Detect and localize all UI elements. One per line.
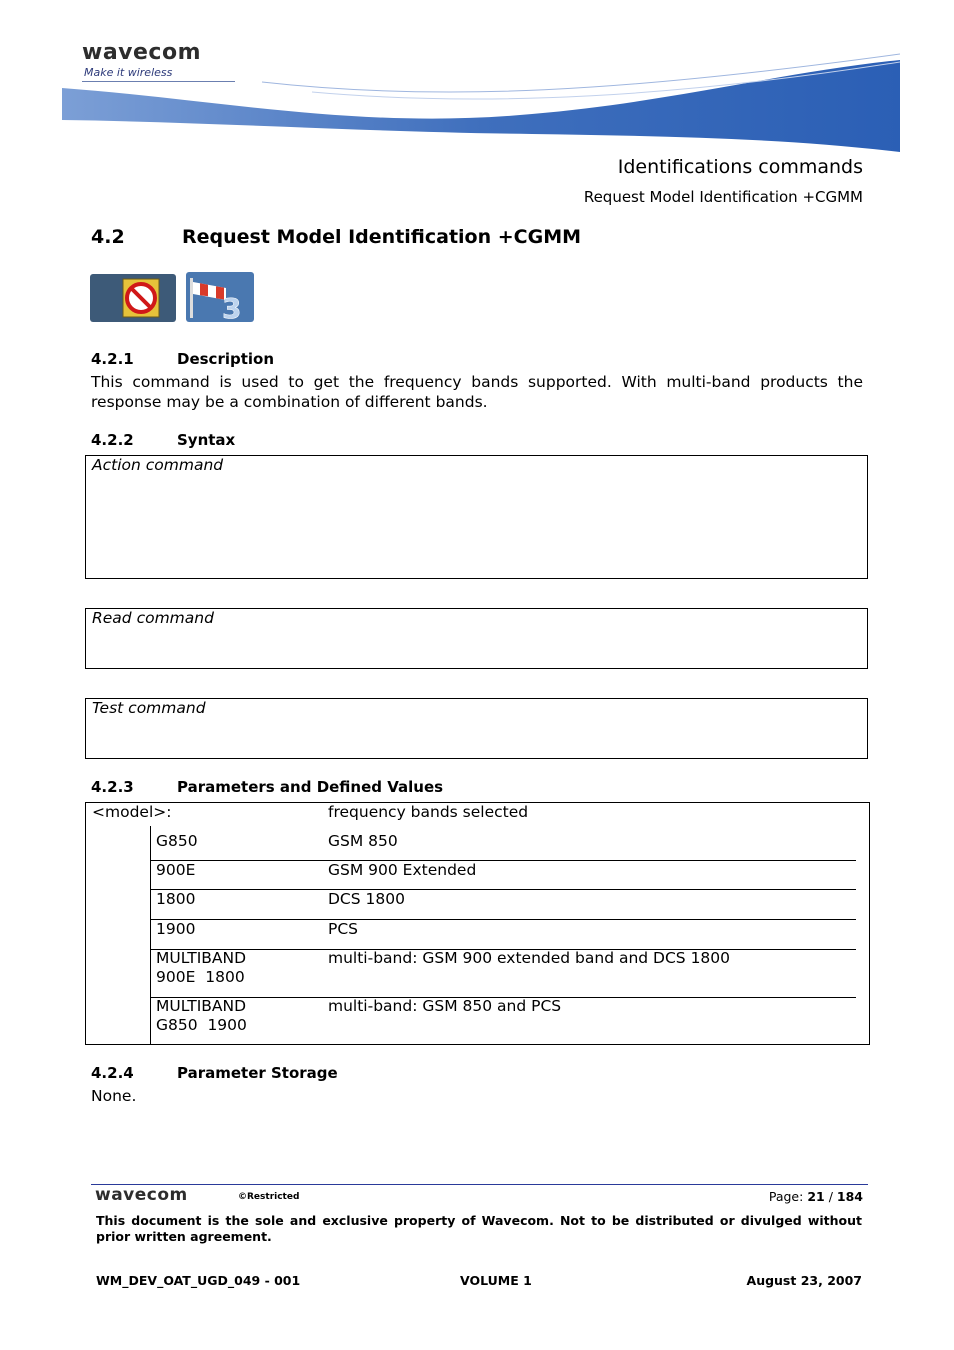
- section-heading: [91, 226, 581, 248]
- param-name-desc: frequency bands selected: [328, 803, 529, 821]
- page-label: Page:: [768, 1189, 804, 1204]
- storage-number: 4.2.4: [91, 1064, 134, 1082]
- description-title: Description: [177, 350, 275, 368]
- syntax-number: 4.2.2: [91, 431, 134, 449]
- footer-wavecom-logo: wavecom: [95, 1185, 188, 1205]
- test-command-box: [85, 698, 868, 759]
- param-value: MULTIBAND G850 1900: [156, 997, 247, 1034]
- svg-text:3: 3: [222, 292, 242, 322]
- param-value: 1900: [156, 920, 196, 938]
- param-desc: multi-band: GSM 900 extended band and DCS 1800: [328, 949, 731, 967]
- logo-underline: [82, 81, 235, 82]
- syntax-title: Syntax: [177, 431, 236, 449]
- param-desc: DCS 1800: [328, 890, 405, 908]
- param-value: G850: [156, 832, 198, 850]
- row-separator: [150, 860, 856, 861]
- param-value: 900E: [156, 861, 196, 879]
- param-value: 1800: [156, 890, 196, 908]
- description-number: 4.2.1: [91, 350, 134, 368]
- param-desc: GSM 850: [328, 832, 398, 850]
- param-desc: PCS: [328, 920, 359, 938]
- description-heading: [91, 350, 274, 368]
- page-total: 184: [836, 1189, 863, 1204]
- section-title: Request Model Identification +CGMM: [182, 226, 582, 248]
- footer-doc-id: WM_DEV_OAT_UGD_049 - 001: [96, 1273, 301, 1288]
- header-wave-banner: [62, 52, 900, 162]
- wavecom-logo: wavecom: [82, 40, 202, 65]
- storage-text: None.: [91, 1087, 137, 1105]
- parameters-number: 4.2.3: [91, 778, 134, 796]
- section-number: 4.2: [91, 226, 125, 248]
- param-name: <model>:: [92, 803, 172, 821]
- footer-date: August 23, 2007: [746, 1273, 862, 1288]
- read-command-box: [85, 608, 868, 669]
- chapter-title: Identifications commands: [617, 156, 863, 178]
- parameters-table: [85, 802, 870, 1045]
- row-separator: [150, 919, 856, 920]
- logo-tagline: Make it wireless: [84, 66, 173, 79]
- footer-page: Page: 21 / 184: [768, 1189, 863, 1204]
- read-command-label: Read command: [92, 609, 214, 627]
- syntax-heading: [91, 431, 235, 449]
- param-desc: multi-band: GSM 850 and PCS: [328, 997, 562, 1015]
- storage-heading: [91, 1064, 338, 1082]
- windsock-3-icon: [186, 272, 254, 322]
- no-pin-required-icon: [90, 274, 176, 322]
- footer-volume: VOLUME 1: [460, 1273, 532, 1288]
- table-divider: [150, 826, 151, 1044]
- row-separator: [150, 889, 856, 890]
- parameters-heading: [91, 778, 443, 796]
- footer-rule: [91, 1184, 868, 1185]
- test-command-label: Test command: [92, 699, 206, 717]
- param-value: MULTIBAND 900E 1800: [156, 949, 247, 986]
- parameters-title: Parameters and Defined Values: [177, 778, 444, 796]
- action-command-label: Action command: [92, 456, 224, 474]
- page-number: 21: [807, 1189, 825, 1204]
- footer-notice: This document is the sole and exclusive property of Wavecom. Not to be distributed or divulged without prior written agreement.: [96, 1213, 862, 1244]
- section-subtitle: Request Model Identification +CGMM: [583, 188, 863, 206]
- param-desc: GSM 900 Extended: [328, 861, 477, 879]
- description-text: This command is used to get the frequency bands supported. With multi-band products the response may be a combination of different bands.: [91, 373, 863, 411]
- footer-restricted: ©Restricted: [238, 1192, 300, 1202]
- action-command-box: [85, 455, 868, 579]
- storage-title: Parameter Storage: [177, 1064, 338, 1082]
